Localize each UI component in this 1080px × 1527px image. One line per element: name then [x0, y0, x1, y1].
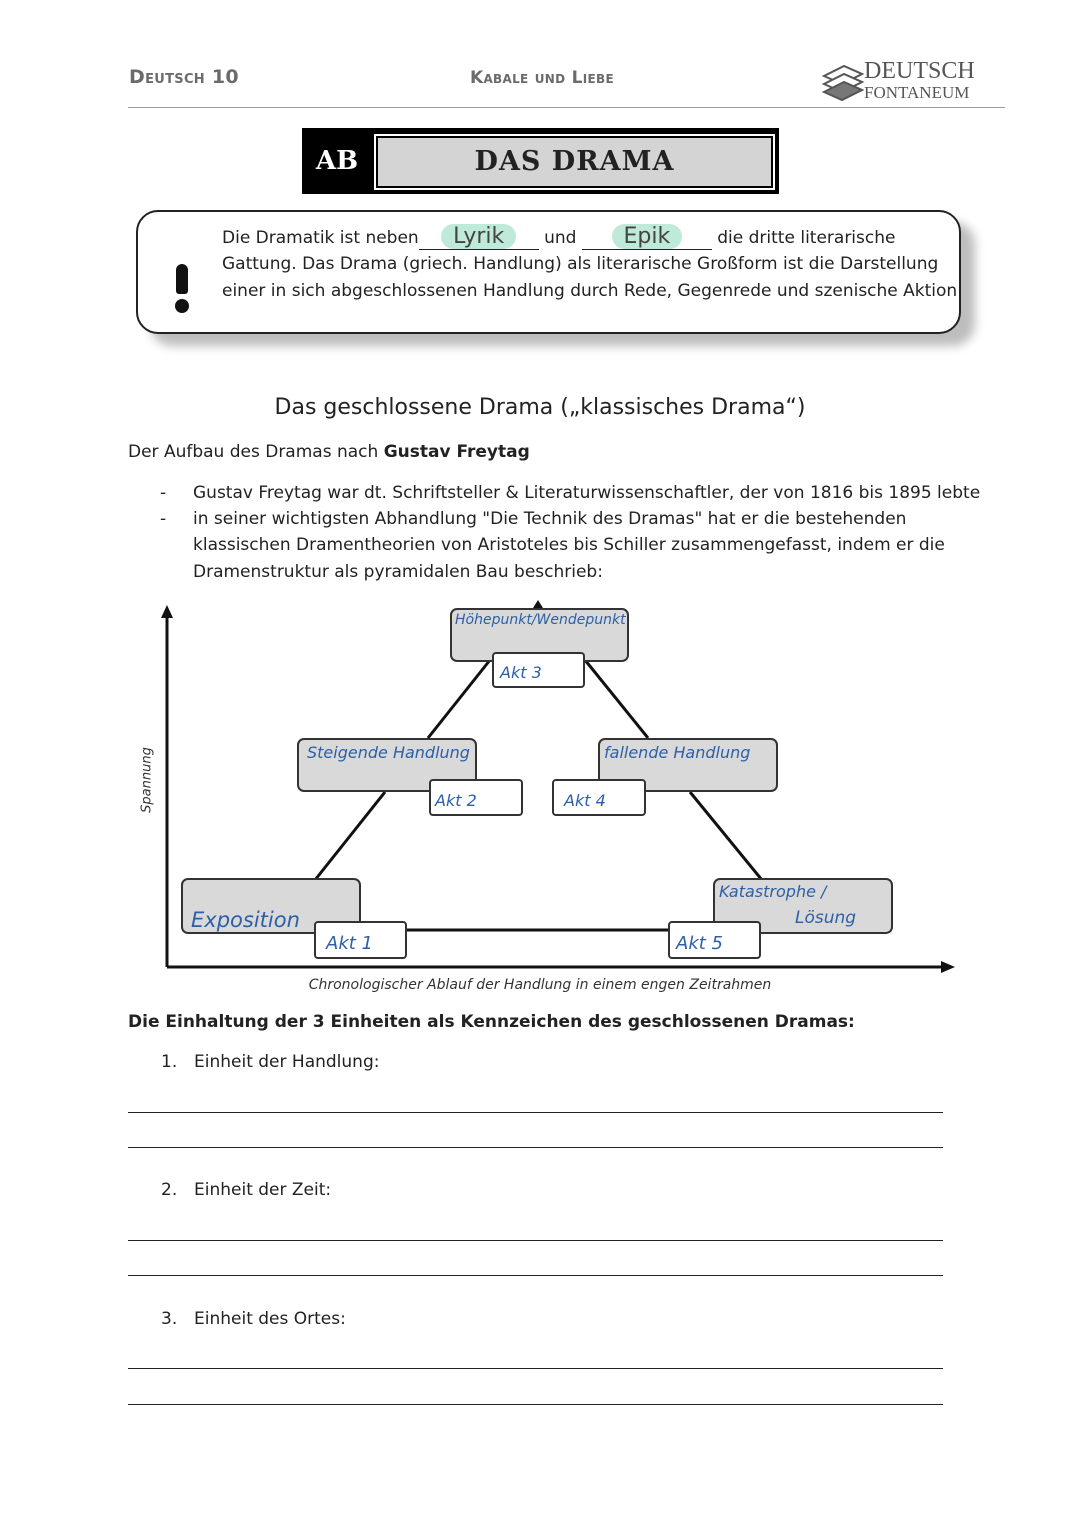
act-1-box: [314, 921, 407, 959]
act-5-box: [668, 921, 761, 959]
katastrophe-label-1: Katastrophe /: [719, 882, 827, 901]
pyramid-line-right-low: [690, 792, 762, 880]
katastrophe-label-2: Lösung: [795, 908, 857, 928]
einheit-1-label: Einheit der Handlung:: [194, 1052, 380, 1072]
act-1-label: Akt 1: [326, 933, 373, 954]
info-text2: und: [544, 228, 577, 248]
answer-line-1b[interactable]: [128, 1147, 943, 1148]
info-line2: Gattung. Das Drama (griech. Handlung) als literarische Großform ist die Darstellung: [222, 254, 939, 274]
page-title: DAS DRAMA: [374, 134, 775, 190]
answer-line-3a[interactable]: [128, 1368, 943, 1369]
y-axis-label: Spannung: [139, 747, 155, 813]
pyramid-line-right-high: [585, 660, 648, 738]
bullet-2-line3: Dramenstruktur als pyramidalen Bau beschrieb:: [193, 562, 603, 582]
info-text1: Die Dramatik ist neben: [222, 228, 419, 248]
bullet-dash-2: -: [160, 509, 167, 529]
header-subject: Deutsch 10: [129, 66, 239, 88]
act-5-label: Akt 5: [676, 933, 723, 954]
pyramid-line-left-low: [315, 792, 385, 880]
header-topic: Kabale und Liebe: [470, 68, 614, 88]
info-line3: einer in sich abgeschlossenen Handlung durch Rede, Gegenrede und szenische Aktion.: [222, 281, 963, 301]
answer-line-2b[interactable]: [128, 1275, 943, 1276]
einheiten-heading: Die Einhaltung der 3 Einheiten als Kennzeichen des geschlossenen Dramas:: [128, 1012, 855, 1032]
einheit-1-num: 1.: [161, 1052, 178, 1072]
info-text3: die dritte literarische: [717, 228, 896, 248]
act-2-box: [429, 779, 523, 816]
bullet-2-line1: in seiner wichtigsten Abhandlung "Die Technik des Dramas" hat er die bestehenden: [193, 509, 907, 529]
act-4-label: Akt 4: [564, 791, 606, 810]
einheit-3-num: 3.: [161, 1309, 178, 1329]
answer-line-1a[interactable]: [128, 1112, 943, 1113]
title-badge: AB: [315, 146, 359, 176]
answer-line-2a[interactable]: [128, 1240, 943, 1241]
act-3-label: Akt 3: [500, 663, 542, 682]
act-3-box: [492, 652, 585, 688]
y-axis-arrow: [161, 605, 173, 618]
answer-epik: Epik: [612, 224, 683, 249]
answer-line-3b[interactable]: [128, 1404, 943, 1405]
bullet-1: Gustav Freytag war dt. Schriftsteller & Literaturwissenschaftler, der von 1816 bis 1895 lebte: [193, 483, 981, 503]
aufbau-prefix: Der Aufbau des Dramas nach: [128, 442, 379, 462]
section-title: Das geschlossene Drama („klassisches Drama“): [274, 395, 806, 420]
act-2-label: Akt 2: [435, 791, 477, 810]
answer-lyrik: Lyrik: [441, 224, 516, 249]
logo-line2: FONTANEUM: [864, 83, 970, 102]
exposition-label: Exposition: [191, 908, 300, 932]
hoehepunkt-label: Höhepunkt/Wendepunkt: [455, 612, 626, 628]
bullet-2-line2: klassischen Dramentheorien von Aristoteles bis Schiller zusammengefasst, indem er die: [193, 535, 945, 555]
act-4-box: [552, 779, 646, 816]
bullet-dash-1: -: [160, 483, 167, 503]
pyramid-line-left-high: [428, 660, 490, 738]
aufbau-name: Gustav Freytag: [383, 442, 530, 462]
logo-line1: DEUTSCH: [864, 58, 975, 84]
x-axis-arrow: [941, 961, 955, 973]
einheit-2-num: 2.: [161, 1180, 178, 1200]
einheit-3-label: Einheit des Ortes:: [194, 1309, 346, 1329]
einheit-2-label: Einheit der Zeit:: [194, 1180, 332, 1200]
x-axis-label: Chronologischer Ablauf der Handlung in einem engen Zeitrahmen: [308, 977, 772, 993]
apex-arrow: [533, 600, 543, 608]
fallende-label: fallende Handlung: [604, 743, 751, 762]
steigende-label: Steigende Handlung: [307, 743, 470, 762]
